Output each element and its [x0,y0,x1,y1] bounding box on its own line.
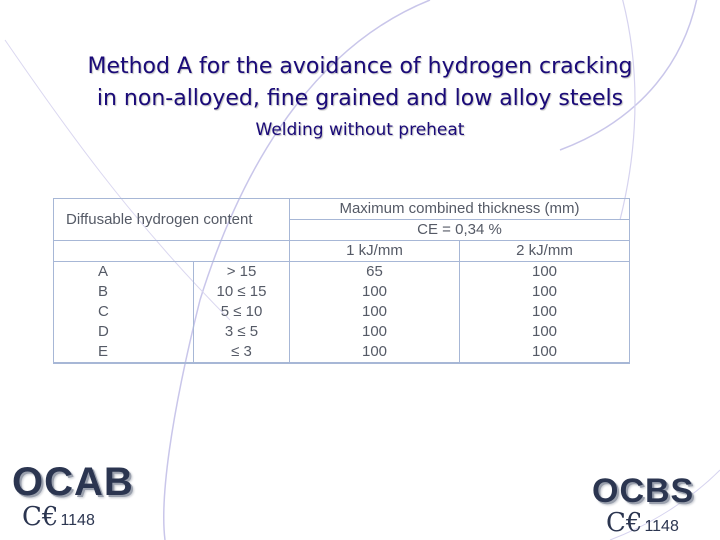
row-range: 5 ≤ 10 [194,302,290,322]
ocbs-logo-name: OCBS [592,472,695,510]
table-row [54,302,630,322]
row-range: 3 ≤ 5 [194,322,290,342]
row-range: ≤ 3 [194,342,290,363]
col-header-2kj: 2 kJ/mm [460,241,630,262]
row-value-1kj: 100 [290,302,460,322]
ocab-logo [12,462,134,530]
ce-mark-icon: C€ [22,502,59,532]
ocab-logo-name: OCAB [12,460,134,504]
table-row [54,342,630,363]
row-value-1kj: 100 [290,322,460,342]
hydrogen-thickness-table [53,198,630,364]
row-range: > 15 [194,262,290,283]
row-value-2kj: 100 [460,282,630,302]
table-row [54,262,630,283]
row-letter: D [54,322,194,342]
row-value-2kj: 100 [460,322,630,342]
group-header-cell: Maximum combined thickness (mm) [290,199,630,220]
slide-title-line-1: Method A for the avoidance of hydrogen cracking [87,54,633,79]
row-letter: C [54,302,194,322]
row-value-2kj: 100 [460,262,630,283]
row-letter: E [54,342,194,363]
ocab-notified-body-number: 1148 [60,512,95,529]
row-header-cell: Diffusable hydrogen content [54,199,290,241]
row-value-1kj: 65 [290,262,460,283]
row-letter: B [54,282,194,302]
row-letter: A [54,262,194,283]
header-spacer-cell [54,241,290,262]
ocbs-notified-body-number: 1148 [644,518,679,535]
table-row [54,282,630,302]
slide-subtitle: Welding without preheat [255,120,465,140]
row-value-1kj: 100 [290,342,460,363]
ocbs-logo [592,474,694,536]
ce-header-cell: CE = 0,34 % [290,220,630,241]
row-value-1kj: 100 [290,282,460,302]
col-header-1kj: 1 kJ/mm [290,241,460,262]
row-value-2kj: 100 [460,302,630,322]
row-value-2kj: 100 [460,342,630,363]
slide-title-line-2: in non-alloyed, fine grained and low alloy steels [96,86,624,111]
ce-mark-icon: C€ [606,508,643,538]
row-range: 10 ≤ 15 [194,282,290,302]
table-row [54,322,630,342]
